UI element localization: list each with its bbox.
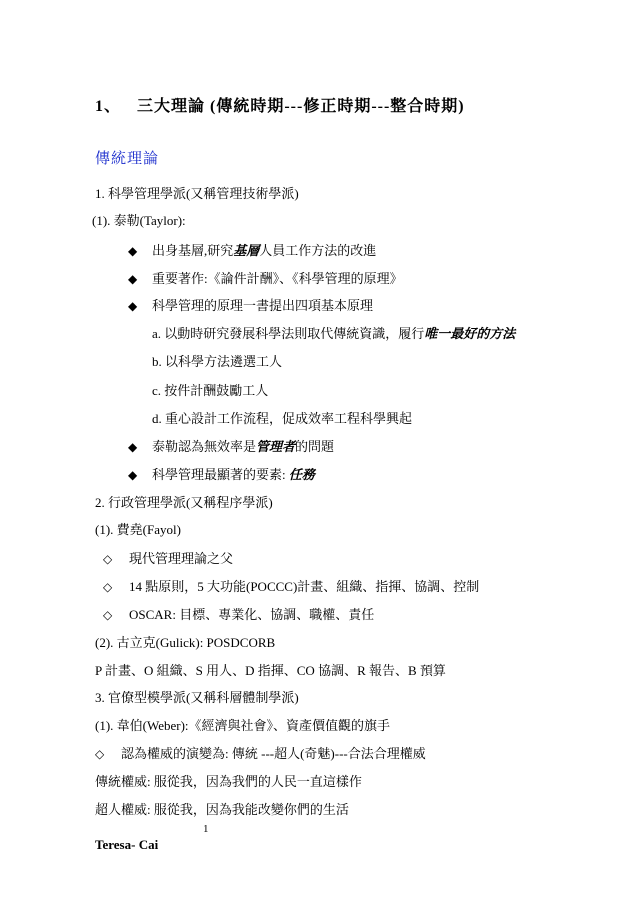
sub-heading-weber: (1). 韋伯(Weber):《經濟與社會》、資產價值觀的旗手: [95, 718, 391, 733]
bullet-item: ◆ 重要著作:《論件計酬》、《科學管理的原理》: [128, 271, 403, 286]
bullet-item: ◆ 出身基層,研究基層人員工作方法的改進: [128, 243, 377, 258]
section-title: 傳統理論: [95, 151, 160, 167]
charismatic-authority-line: 超人權威: 服從我，因為我能改變你們的生活: [95, 802, 349, 817]
open-diamond-icon: ◇: [103, 580, 113, 594]
heading-text: 三大理論 (傳統時期---修正時期---整合時期): [137, 98, 465, 115]
document-heading: [95, 93, 465, 116]
solid-diamond-icon: ◆: [128, 299, 138, 313]
traditional-authority-line: 傳統權威: 服從我，因為我們的人民一直這樣作: [95, 774, 362, 789]
posdcorb-line: P 計畫、O 組織、S 用人、D 指揮、CO 協調、R 報告、B 預算: [95, 663, 446, 678]
open-bullet-item: ◇ 14 點原則，5 大功能(POCCC)計畫、組織、指揮、協調、控制: [103, 579, 480, 594]
school-heading-bureaucratic: 3. 官僚型模學派(又稱科層體制學派): [95, 690, 299, 705]
sub-heading-taylor: (1). 泰勒(Taylor):: [92, 213, 186, 228]
heading-number: 1、: [95, 98, 122, 115]
open-diamond-icon: ◇: [95, 747, 105, 761]
principle-a: a. 以動時研究發展科學法則取代傳統資識，履行唯一最好的方法: [152, 326, 516, 341]
open-bullet-item: ◇ 現代管理理論之父: [103, 551, 234, 566]
open-diamond-icon: ◇: [103, 552, 113, 566]
principle-b: b. 以科學方法遴選工人: [152, 354, 283, 369]
open-bullet-item: ◇ OSCAR: 目標、專業化、協調、職權、責任: [103, 607, 375, 622]
footer-author: Teresa- Cai: [95, 837, 159, 852]
bullet-item: ◆ 科學管理的原理一書提出四項基本原理: [128, 298, 374, 313]
solid-diamond-icon: ◆: [128, 468, 138, 482]
principle-c: c. 按件計酬鼓勵工人: [152, 383, 269, 398]
solid-diamond-icon: ◆: [128, 244, 138, 258]
open-bullet-item: ◇ 認為權威的演變為: 傳統 ---超人(奇魅)---合法合理權威: [95, 746, 426, 761]
open-diamond-icon: ◇: [103, 608, 113, 622]
sub-heading-fayol: (1). 費堯(Fayol): [95, 522, 181, 537]
solid-diamond-icon: ◆: [128, 440, 138, 454]
school-heading-scientific: 1. 科學管理學派(又稱管理技術學派): [95, 186, 299, 201]
sub-heading-gulick: (2). 古立克(Gulick): POSDCORB: [95, 635, 276, 650]
page-number: 1: [203, 823, 209, 835]
bullet-item: ◆ 科學管理最顯著的要素: 任務: [128, 467, 315, 482]
principle-d: d. 重心設計工作流程，促成效率工程科學興起: [152, 411, 413, 426]
solid-diamond-icon: ◆: [128, 272, 138, 286]
bullet-item: ◆ 泰勒認為無效率是管理者的問題: [128, 439, 335, 454]
school-heading-administrative: 2. 行政管理學派(又稱程序學派): [95, 495, 273, 510]
